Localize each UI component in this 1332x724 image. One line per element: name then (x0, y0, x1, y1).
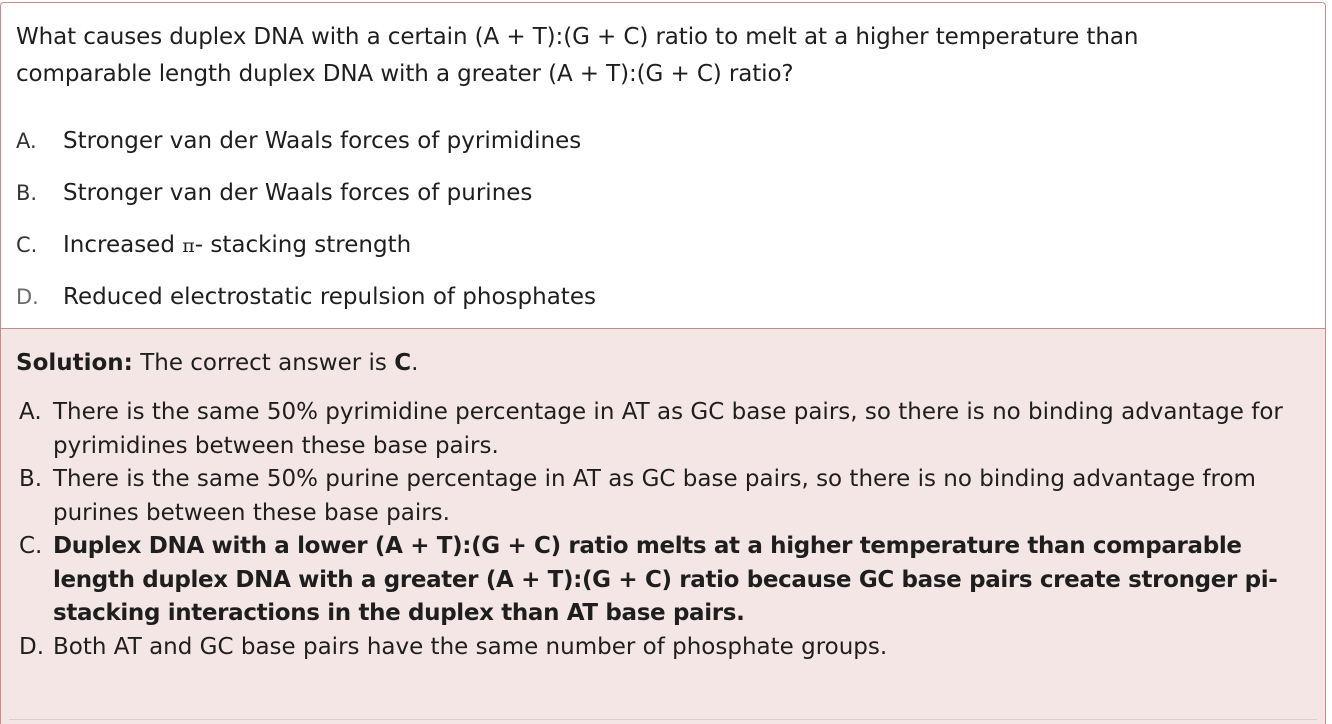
solution-label: Solution: (16, 350, 133, 376)
solution-heading (16, 348, 418, 378)
explanation-letter: C. (19, 533, 43, 559)
option-text-before: Increased (63, 232, 183, 258)
option-letter: A. (16, 129, 37, 153)
explanation-b (19, 463, 1319, 530)
explanation-text: Both AT and GC base pairs have the same number of phosphate groups. (53, 633, 888, 660)
solution-answer: C (394, 350, 412, 376)
solution-end: . (411, 350, 419, 376)
option-letter: B. (16, 181, 38, 205)
explanation-c (19, 530, 1319, 631)
question-card (0, 2, 1326, 724)
option-text-after: - stacking strength (194, 232, 412, 258)
option-text: Reduced electrostatic repulsion of phosphates (63, 284, 596, 310)
question-text: What causes duplex DNA with a certain (A + T):(G + C) ratio to melt at a higher temperature than comparable length duplex DNA with a greater (A + T):(G + C) ratio? (16, 24, 1139, 87)
divider (9, 719, 1317, 720)
option-c[interactable] (16, 230, 411, 261)
solution-panel (1, 329, 1325, 724)
explanation-letter: D. (19, 633, 45, 660)
solution-explanations (19, 396, 1319, 664)
option-text: Stronger van der Waals forces of purines (63, 180, 533, 206)
solution-lead: The correct answer is (132, 350, 395, 376)
option-letter: D. (16, 285, 39, 309)
option-text: Stronger van der Waals forces of pyrimidines (63, 128, 582, 154)
explanation-text: There is the same 50% pyrimidine percentage in AT as GC base pairs, so there is no binding advantage for pyrimidines between these base pairs. (53, 399, 1283, 459)
option-letter: C. (16, 233, 38, 257)
explanation-d (19, 631, 1319, 665)
explanation-letter: A. (19, 399, 42, 425)
explanation-a (19, 396, 1319, 463)
explanation-letter: B. (19, 466, 43, 492)
explanation-text-correct: Duplex DNA with a lower (A + T):(G + C) ratio melts at a higher temperature than comparable length duplex DNA with a greater (A + T):(G + C) ratio because GC base pairs create stronger pi-stacking interactions in the duplex than AT base pairs. (53, 533, 1278, 626)
explanation-text: There is the same 50% purine percentage in AT as GC base pairs, so there is no binding advantage from purines between these base pairs. (53, 466, 1256, 526)
option-b[interactable] (16, 178, 532, 208)
pi-symbol: π (182, 235, 195, 257)
option-text (63, 230, 411, 261)
option-d[interactable] (16, 282, 596, 312)
option-a[interactable] (16, 126, 581, 156)
question-area (1, 3, 1325, 329)
